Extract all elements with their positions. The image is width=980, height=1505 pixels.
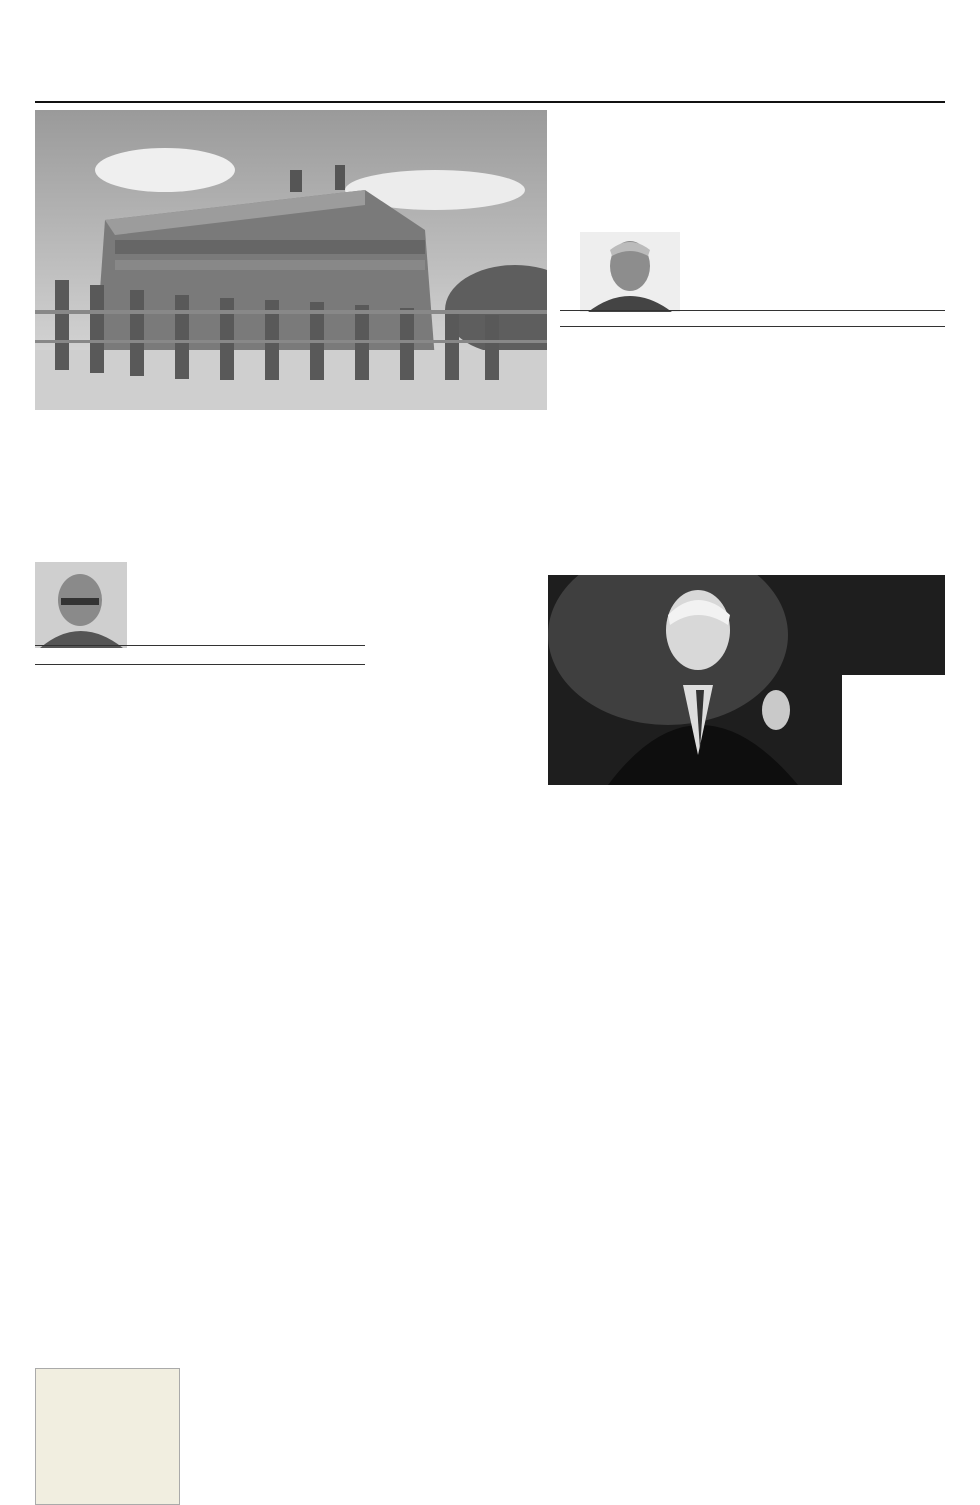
author-portrait xyxy=(580,232,680,312)
author-portrait xyxy=(35,562,127,648)
author-rule-bottom xyxy=(560,326,945,327)
author-photo-haider xyxy=(35,562,127,648)
biden-column-d xyxy=(757,788,945,1358)
author-photo-solomon xyxy=(580,232,680,312)
author-rule-bottom xyxy=(35,664,365,665)
masthead-rule xyxy=(35,101,945,103)
author-note xyxy=(740,243,945,252)
author-rule xyxy=(35,645,365,646)
maya-column-3 xyxy=(375,573,538,1354)
temple-photo xyxy=(35,110,547,410)
biden-column-a xyxy=(560,340,750,566)
crossword-ad xyxy=(35,1368,180,1505)
maya-column-2 xyxy=(205,670,368,1354)
author-rule xyxy=(560,310,945,311)
biden-column-c xyxy=(560,788,750,1358)
temple-illustration xyxy=(35,110,547,410)
maya-column-1 xyxy=(35,670,198,1354)
biden-column-b xyxy=(757,340,945,566)
pullquote-box xyxy=(842,675,945,785)
